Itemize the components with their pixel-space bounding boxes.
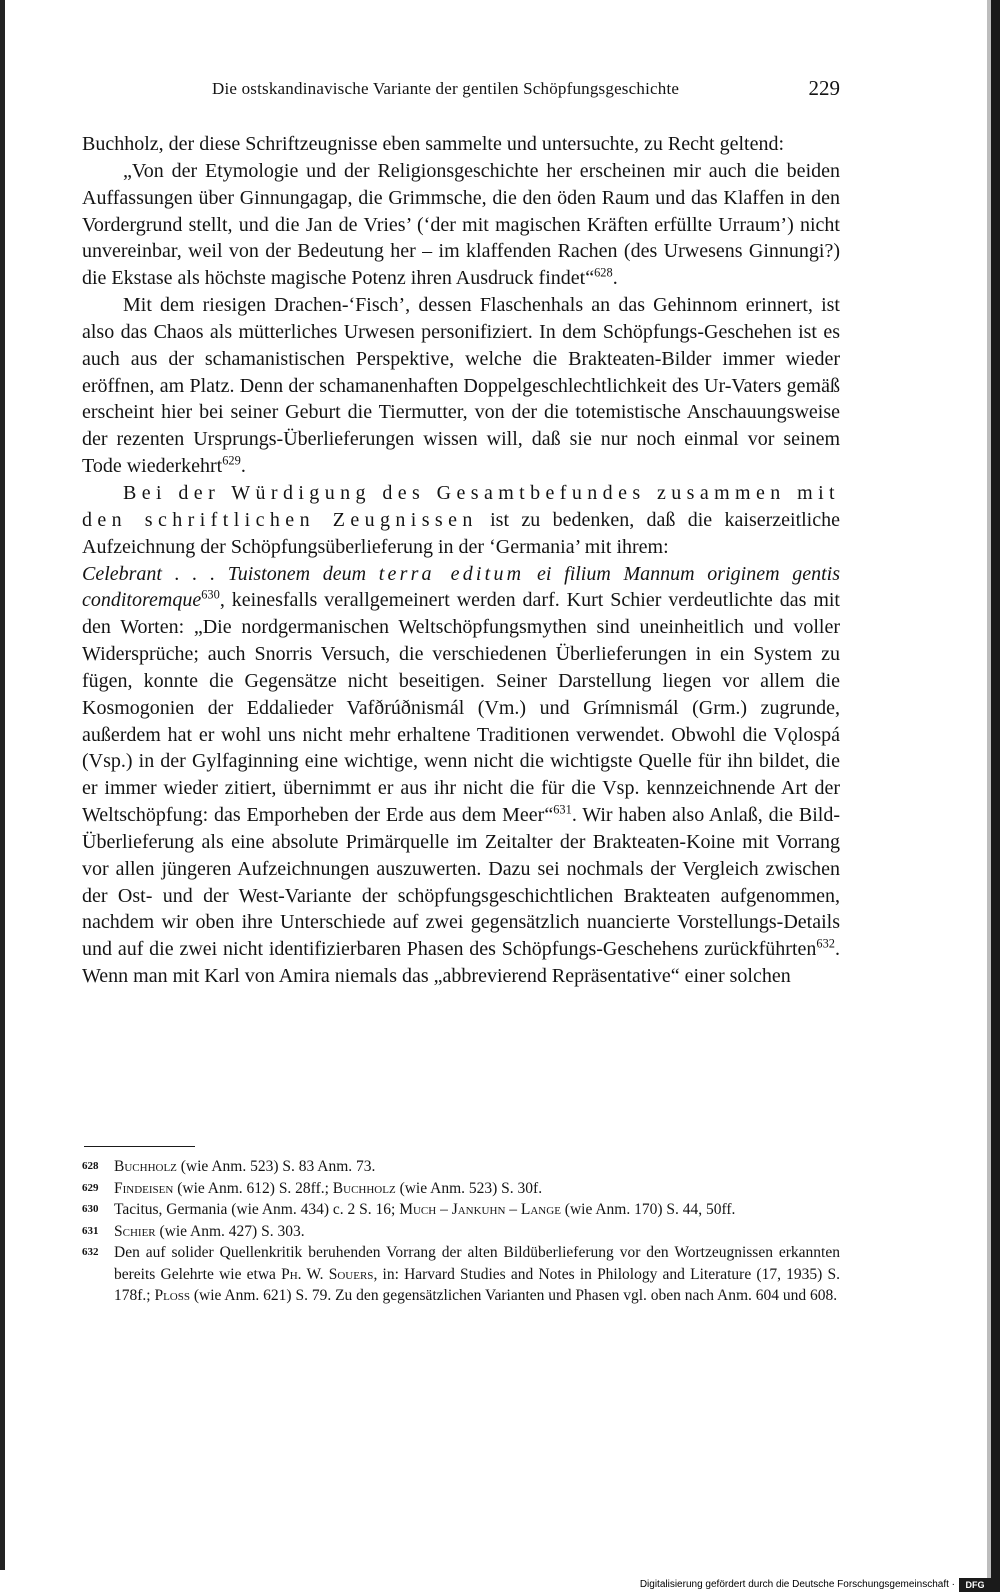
footnote-ref-632[interactable]: 632	[816, 936, 835, 951]
paragraph-1-text: Buchholz, der diese Schriftzeugnisse eben sammelte und untersuchte, zu Recht geltend:	[82, 133, 785, 155]
footnote-text: Den auf solider Quellenkritik beruhenden Vorrang der alten Bildüberlieferung vor den Wortzeugnissen erkannten bereits Gelehrte wie etwa	[114, 1244, 840, 1283]
footnote-text: (wie Anm. 427) S. 303.	[155, 1222, 305, 1240]
paragraph-4-spaced: Bei der Würdigung des Gesamtbefundes zusammen mit den schriftlichen Zeugnissen	[82, 481, 840, 531]
running-title: Die ostskandinavische Variante der gentilen Schöpfungsgeschichte	[212, 79, 680, 98]
paragraph-5-text: , keinesfalls verallgemeinert werden darf. Kurt Schier verdeutlichte das mit den Worten: „Die nordgermanischen Weltschöpfungsmythen sind uneinheitlich und voller Widersprüche; auch Snorris Versuch, die verschiedenen Überlieferungen in ein System zu fügen, konnte die Gegensätze nicht beseitigen. Seiner Darstellung liegen vor allem die Kosmogonien der Eddalieder Vafðrúðnismál (Vm.) und Grímnismál (Grm.) zugrunde, außerdem hat er wohl uns nicht mehr erhaltene Traditionen verwendet. Obwohl die Vǫlospá (Vsp.) in der Gylfaginning eine wichtige, wenn nicht die wichtigste Quelle für ihn bildet, die er immer wieder zitiert, übernimmt er aus ihr nicht die für die Vsp. kennzeichnende Art der Weltschöpfung: das Emporheben der Erde aus dem Meer“	[82, 589, 840, 827]
footnote-number: 628	[82, 1160, 99, 1172]
footnote-text: (wie Anm. 523) S. 30f.	[395, 1179, 543, 1197]
footnote-630	[82, 1199, 840, 1221]
paragraph-3-text: Mit dem riesigen Drachen-‘Fisch’, dessen Flaschenhals an das Gehinnom erinnert, ist also das Chaos als mütterliches Urwesen personifiziert. In dem Schöpfungs-Geschehen ist es auch aus der schamanistischen Perspektive, welche die Brakteaten-Bilder immer wieder eröffnen, am Platz. Denn der schamanenhaften Doppelgeschlechtlichkeit des Ur-Vaters gemäß erscheint hier bei seiner Geburt die Tiermutter, von der die totemistische Anschauungsweise der rezenten Ursprungs-Überlieferungen wissen will, daß sie nur noch einmal vor seinem Tode wiederkehrt	[82, 294, 840, 478]
scan-edge-right	[991, 0, 1000, 1592]
footnote-number: 629	[82, 1181, 99, 1194]
footnote-text: (wie Anm. 621) S. 79. Zu den gegensätzlichen Varianten und Phasen vgl. oben nach Anm. 604 und 608.	[190, 1287, 838, 1304]
paragraph-3-end: .	[240, 455, 246, 478]
footnote-number: 630	[82, 1203, 99, 1215]
footnote-629	[82, 1178, 840, 1200]
latin-quote-spaced: terra editum	[378, 562, 525, 585]
paragraph-1	[82, 131, 840, 158]
footnote-text: , in: Harvard Studies and Notes in Philology and Literature (17, 1935) S. 178f.;	[114, 1265, 841, 1304]
running-head	[82, 76, 840, 109]
funding-text: Digitalisierung gefördert durch die Deutsche Forschungsgemeinschaft ·	[639, 1579, 955, 1590]
footnote-631	[82, 1221, 840, 1243]
footnote-rule	[84, 1146, 195, 1147]
latin-quote-2: ei filium Mannum originem gentis conditoremque	[82, 562, 840, 612]
paragraph-5	[82, 561, 840, 991]
paragraph-2-quote	[82, 158, 840, 292]
paragraph-3	[82, 292, 840, 480]
footnote-632	[82, 1242, 840, 1307]
footnote-ref-631[interactable]: 631	[553, 802, 572, 817]
paragraph-2-text: „Von der Etymologie und der Religionsgeschichte her erscheinen mir auch die beiden Auffassungen über Ginnungagap, die Grimmsche, die den öden Raum und das Klaffen in den Vordergrund stellt, und die Jan de Vries’ (‘der mit magischen Kräften erfüllte Urraum’) nicht unvereinbar, weil von der Bedeutung her – im klaffenden Rachen (des Urwesens Ginnungi?) die Ekstase als höchste magische Potenz ihren Ausdruck findet“	[82, 159, 840, 290]
footnote-author: Findeisen	[114, 1179, 174, 1197]
footnote-number: 631	[82, 1224, 99, 1237]
footnote-ref-630[interactable]: 630	[201, 587, 220, 602]
scan-edge-left	[0, 0, 5, 1570]
paragraph-4-text: ist zu bedenken, daß die kaiserzeitliche Aufzeichnung der Schöpfungsüberlieferung in der ‘Germania’ mit ihrem:	[82, 508, 840, 558]
footnote-author: Ploss	[154, 1287, 190, 1304]
latin-quote-1: Celebrant . . . Tuistonem deum	[82, 562, 379, 585]
paragraph-2-end: .	[612, 267, 618, 290]
footnotes	[82, 1156, 840, 1307]
dfg-logo-icon: DFG	[959, 1578, 991, 1592]
footnote-text: (wie Anm. 523) S. 83 Anm. 73.	[176, 1158, 376, 1175]
footnote-author: Much – Jankuhn – Lange	[399, 1201, 561, 1218]
dfg-funding-footer	[581, 1578, 991, 1592]
footnote-628	[82, 1156, 840, 1178]
footnote-text: (wie Anm. 612) S. 28ff.;	[173, 1179, 333, 1197]
footnote-text: Tacitus, Germania (wie Anm. 434) c. 2 S. 16;	[114, 1201, 400, 1218]
footnote-author: Schier	[114, 1222, 156, 1240]
footnote-number: 632	[82, 1246, 99, 1258]
footnote-author: Ph. W. Souers	[281, 1265, 374, 1283]
footnote-ref-629[interactable]: 629	[222, 453, 241, 468]
paragraph-5-text-2: . Wir haben also Anlaß, die Bild-Überlieferung als eine absolute Primärquelle im Zeitalter der Brakteaten-Koine mit Vorrang vor allen jüngeren Aufzeichnungen auszuwerten. Dazu sei nochmals der Vergleich zwischen der Ost- und der West-Variante der schöpfungsgeschichtlichen Brakteaten aufgenommen, nachdem wir oben ihre Unterschiede auf zwei gegensätzlich nuancierte Vorstellungs-Details und auf die zwei nicht identifizierbaren Phasen des Schöpfungs-Geschehens zurückführten	[82, 804, 840, 961]
page-number: 229	[808, 76, 840, 100]
footnote-ref-628[interactable]: 628	[594, 265, 613, 280]
footnote-text: (wie Anm. 170) S. 44, 50ff.	[560, 1201, 736, 1218]
paragraph-4	[82, 480, 840, 561]
body-text	[82, 131, 840, 990]
footnote-author: Buchholz	[114, 1158, 177, 1175]
footnote-author: Buchholz	[332, 1179, 396, 1197]
paragraph-5-text-3: . Wenn man mit Karl von Amira niemals das „abbrevierend Repräsentative“ einer solchen	[82, 938, 840, 988]
